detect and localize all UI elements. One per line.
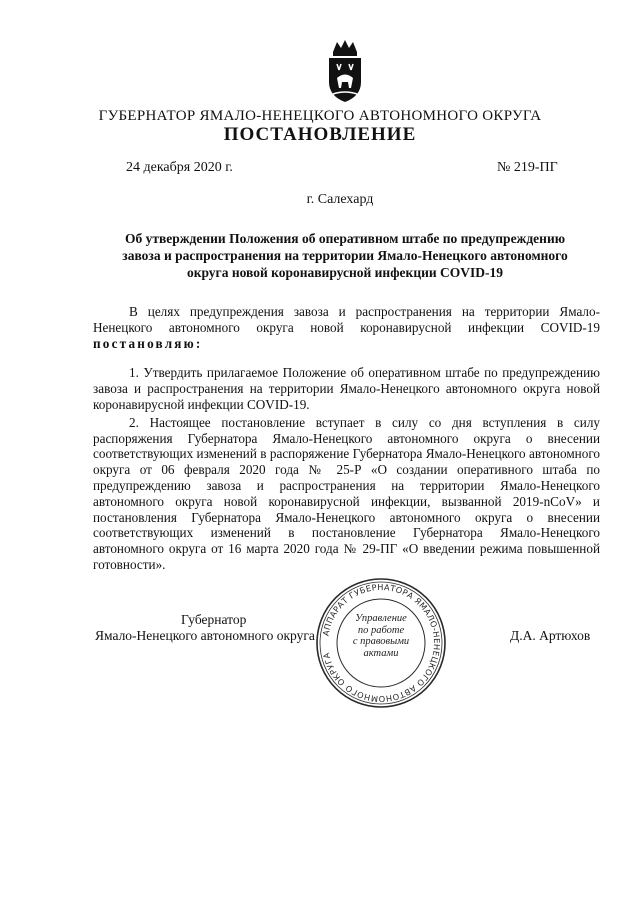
coat-of-arms-icon — [325, 38, 365, 104]
stamp-ring-text: АППАРАТ ГУБЕРНАТОРА ЯМАЛО-НЕНЕЦКОГО АВТОНОМНОГО ОКРУГА — [320, 581, 443, 705]
document-type: ПОСТАНОВЛЕНИЕ — [223, 124, 417, 145]
preamble-text: В целях предупреждения завоза и распространения на территории Ямало-Ненецкого автономного округа новой коронавирусной инфекции COVID-19 — [93, 304, 600, 335]
signature-name: Д.А. Артюхов — [510, 628, 591, 643]
document-title — [90, 230, 600, 281]
resolve-word: постановляю: — [93, 335, 203, 351]
item-1-paragraph: 1. Утвердить прилагаемое Положение об оперативном штабе по предупреждению завоза и распространения на территории Ямало-Ненецкого автономного округа новой коронавирусной инфекции COVID-19. — [93, 365, 600, 412]
document-number: № 219-ПГ — [497, 160, 558, 175]
stamp-line: Управление — [355, 613, 407, 624]
issuer-title: ГУБЕРНАТОР ЯМАЛО-НЕНЕЦКОГО АВТОНОМНОГО ОКРУГА — [98, 108, 542, 124]
stamp-center-text — [339, 613, 423, 659]
stamp-line: по работе — [357, 624, 405, 636]
document-city: г. Салехард — [306, 192, 374, 207]
stamp-line: актами — [363, 647, 399, 659]
stamp-line: с правовыми — [352, 636, 410, 647]
document-date: 24 декабря 2020 г. — [126, 160, 233, 175]
signature-title-line1: Губернатор — [181, 612, 247, 627]
preamble-paragraph — [93, 304, 600, 351]
title-line: завоза и распространения на территории Ямало-Ненецкого автономного — [122, 248, 568, 263]
title-line: округа новой коронавирусной инфекции COVID-19 — [186, 265, 504, 280]
title-line: Об утверждении Положения об оперативном штабе по предупреждению — [124, 231, 566, 246]
item-2-paragraph: 2. Настоящее постановление вступает в силу со дня вступления в силу распоряжения Губернатора Ямало-Ненецкого автономного округа о внесении соответствующих изменений в распоряжение Губернатора Ямало-Ненецкого автономного округа от 06 февраля 2020 года № 25-Р «О создании оперативного штаба по предупреждению завоза и распространения на территории Ямало-Ненецкого автономного округа новой коронавирусной инфекции, вызванной 2019-nCoV» и постановления Губернатора Ямало-Ненецкого автономного округа о внесении соответствующих изменений в постановление Губернатора Ямало-Ненецкого автономного округа от 16 марта 2020 года № 29-ПГ «О введении режима повышенной готовности». — [93, 414, 600, 572]
signature-title-line2: Ямало-Ненецкого автономного округа — [95, 628, 315, 643]
document-body — [93, 304, 600, 573]
